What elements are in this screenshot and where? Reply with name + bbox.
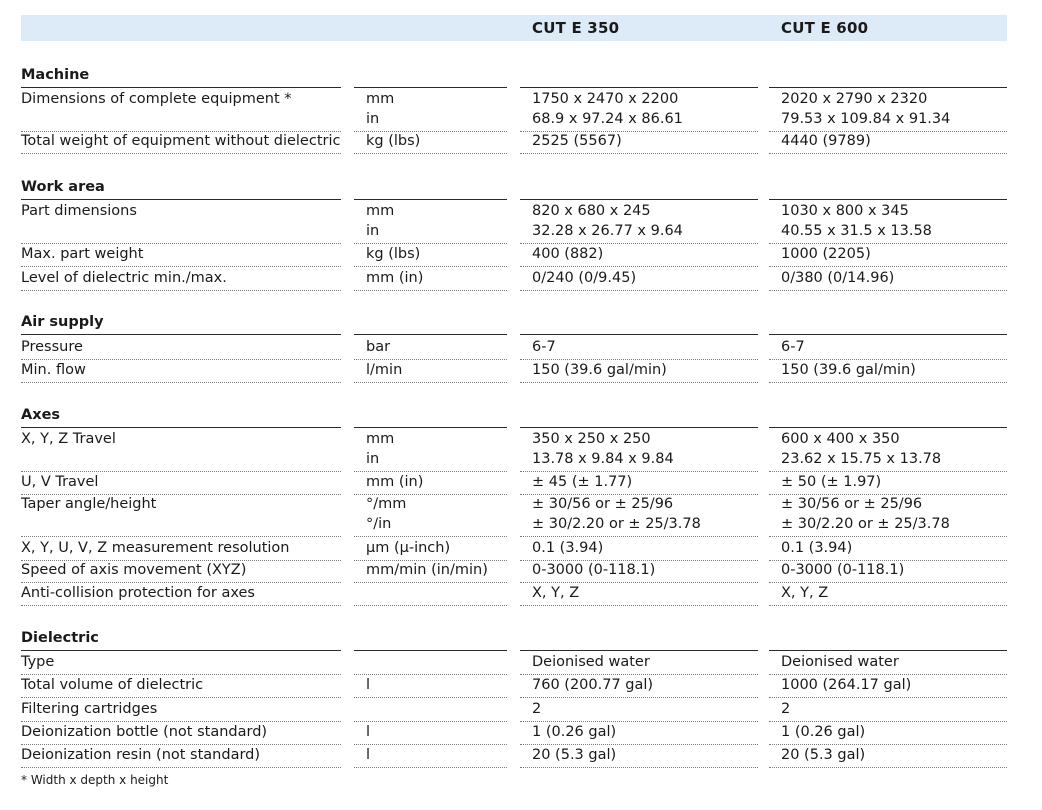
section-rule [21, 650, 341, 651]
value-cut-e-600: 2020 x 2790 x 2320 [781, 91, 928, 107]
spec-label: Speed of axis movement (XYZ) [21, 562, 247, 578]
row-divider [354, 471, 507, 472]
value-cut-e-350: 68.9 x 97.24 x 86.61 [532, 110, 683, 127]
spec-unit: mm [366, 431, 395, 447]
value-cut-e-600: 150 (39.6 gal/min) [781, 362, 916, 378]
row-divider [21, 290, 341, 291]
spec-unit: mm (in) [366, 270, 424, 286]
section-heading: Dielectric [21, 630, 99, 646]
row-divider [21, 359, 341, 360]
section-rule [354, 334, 507, 335]
row-divider [21, 721, 341, 722]
value-cut-e-600: 1 (0.26 gal) [781, 724, 866, 740]
row-divider [354, 266, 507, 267]
footnote: * Width x depth x height [21, 773, 169, 787]
section-rule [520, 334, 758, 335]
row-divider [21, 697, 341, 698]
spec-unit: mm [366, 91, 395, 107]
value-cut-e-350: 2525 (5567) [532, 133, 622, 149]
row-divider [21, 674, 341, 675]
value-cut-e-600: ± 50 (± 1.97) [781, 474, 882, 490]
value-cut-e-350: 0-3000 (0-118.1) [532, 562, 656, 578]
value-cut-e-350: 760 (200.77 gal) [532, 677, 654, 693]
row-divider [520, 382, 758, 383]
row-divider [520, 266, 758, 267]
row-divider [769, 721, 1007, 722]
spec-unit: °/mm [366, 496, 407, 512]
spec-label: Part dimensions [21, 203, 137, 219]
spec-unit: kg (lbs) [366, 133, 421, 149]
spec-label: Dimensions of complete equipment * [21, 91, 292, 107]
row-divider [520, 153, 758, 154]
value-cut-e-350: 150 (39.6 gal/min) [532, 362, 667, 378]
row-divider [769, 359, 1007, 360]
value-cut-e-600: 4440 (9789) [781, 133, 871, 149]
value-cut-e-600: 1000 (2205) [781, 246, 871, 262]
row-divider [21, 243, 341, 244]
spec-unit: kg (lbs) [366, 246, 421, 262]
row-divider [354, 290, 507, 291]
value-cut-e-350: 820 x 680 x 245 [532, 203, 651, 219]
value-cut-e-350: 2 [532, 701, 542, 717]
spec-label: Max. part weight [21, 246, 144, 262]
section-rule [520, 427, 758, 428]
row-divider [354, 605, 507, 606]
row-divider [354, 536, 507, 537]
value-cut-e-350: 13.78 x 9.84 x 9.84 [532, 450, 674, 467]
section-rule [354, 650, 507, 651]
model-header-cut-e-600: CUT E 600 [781, 19, 869, 37]
spec-label: Deionization resin (not standard) [21, 747, 261, 763]
value-cut-e-350: 350 x 250 x 250 [532, 431, 651, 447]
section-heading: Air supply [21, 314, 104, 330]
row-divider [769, 582, 1007, 583]
value-cut-e-600: 20 (5.3 gal) [781, 747, 866, 763]
value-cut-e-600: Deionised water [781, 654, 899, 670]
row-divider [21, 382, 341, 383]
row-divider [520, 605, 758, 606]
value-cut-e-600: X, Y, Z [781, 585, 829, 601]
section-rule [769, 199, 1007, 200]
row-divider [21, 767, 341, 768]
row-divider [769, 290, 1007, 291]
row-divider [354, 382, 507, 383]
spec-label: Filtering cartridges [21, 701, 158, 717]
spec-unit: in [366, 450, 380, 467]
spec-unit: µm (µ-inch) [366, 540, 451, 556]
row-divider [769, 767, 1007, 768]
spec-unit: in [366, 222, 380, 239]
value-cut-e-350: 400 (882) [532, 246, 604, 262]
value-cut-e-350: ± 30/56 or ± 25/96 [532, 496, 674, 512]
row-divider [769, 674, 1007, 675]
row-divider [520, 243, 758, 244]
spec-label: Total volume of dielectric [21, 677, 204, 693]
row-divider [21, 744, 341, 745]
row-divider [769, 536, 1007, 537]
row-divider [520, 697, 758, 698]
value-cut-e-600: 0/380 (0/14.96) [781, 270, 895, 286]
value-cut-e-600: 600 x 400 x 350 [781, 431, 900, 447]
section-rule [769, 427, 1007, 428]
value-cut-e-350: Deionised water [532, 654, 650, 670]
spec-label: Anti-collision protection for axes [21, 585, 255, 601]
row-divider [769, 471, 1007, 472]
value-cut-e-600: 23.62 x 15.75 x 13.78 [781, 450, 942, 467]
row-divider [21, 153, 341, 154]
row-divider [520, 582, 758, 583]
row-divider [21, 582, 341, 583]
spec-unit: mm [366, 203, 395, 219]
value-cut-e-350: 1 (0.26 gal) [532, 724, 617, 740]
row-divider [21, 536, 341, 537]
row-divider [520, 767, 758, 768]
spec-label: U, V Travel [21, 474, 99, 490]
section-rule [354, 87, 507, 88]
spec-label: X, Y, U, V, Z measurement resolution [21, 540, 290, 556]
row-divider [769, 605, 1007, 606]
section-rule [769, 650, 1007, 651]
section-rule [21, 199, 341, 200]
model-header-cut-e-350: CUT E 350 [532, 19, 620, 37]
spec-label: Level of dielectric min./max. [21, 270, 227, 286]
row-divider [354, 582, 507, 583]
value-cut-e-600: 2 [781, 701, 791, 717]
section-rule [520, 199, 758, 200]
spec-unit: °/in [366, 515, 392, 532]
row-divider [769, 697, 1007, 698]
section-rule [354, 427, 507, 428]
section-rule [21, 427, 341, 428]
value-cut-e-600: 40.55 x 31.5 x 13.58 [781, 222, 932, 239]
section-rule [520, 87, 758, 88]
row-divider [21, 266, 341, 267]
row-divider [520, 744, 758, 745]
spec-unit: mm/min (in/min) [366, 562, 488, 578]
section-heading: Machine [21, 67, 90, 83]
row-divider [769, 153, 1007, 154]
value-cut-e-350: 6-7 [532, 339, 556, 355]
value-cut-e-600: 6-7 [781, 339, 805, 355]
row-divider [520, 359, 758, 360]
spec-label: Deionization bottle (not standard) [21, 724, 268, 740]
row-divider [520, 290, 758, 291]
spec-unit: bar [366, 339, 391, 355]
section-rule [21, 87, 341, 88]
row-divider [21, 605, 341, 606]
row-divider [769, 382, 1007, 383]
value-cut-e-350: 1750 x 2470 x 2200 [532, 91, 679, 107]
section-heading: Axes [21, 407, 61, 423]
value-cut-e-350: 0.1 (3.94) [532, 540, 604, 556]
section-rule [769, 87, 1007, 88]
row-divider [520, 721, 758, 722]
value-cut-e-350: 20 (5.3 gal) [532, 747, 617, 763]
row-divider [354, 744, 507, 745]
value-cut-e-350: X, Y, Z [532, 585, 580, 601]
section-rule [520, 650, 758, 651]
row-divider [769, 266, 1007, 267]
value-cut-e-600: 1000 (264.17 gal) [781, 677, 912, 693]
row-divider [520, 471, 758, 472]
value-cut-e-600: 79.53 x 109.84 x 91.34 [781, 110, 951, 127]
value-cut-e-350: 0/240 (0/9.45) [532, 270, 637, 286]
value-cut-e-350: 32.28 x 26.77 x 9.64 [532, 222, 683, 239]
row-divider [21, 471, 341, 472]
row-divider [354, 697, 507, 698]
spec-label: Total weight of equipment without dielectric [21, 133, 341, 149]
spec-label: Min. flow [21, 362, 86, 378]
row-divider [354, 359, 507, 360]
spec-unit: in [366, 110, 380, 127]
spec-unit: l/min [366, 362, 403, 378]
section-rule [354, 199, 507, 200]
value-cut-e-600: 1030 x 800 x 345 [781, 203, 909, 219]
row-divider [520, 536, 758, 537]
value-cut-e-350: ± 45 (± 1.77) [532, 474, 633, 490]
spec-unit: l [366, 677, 371, 693]
row-divider [354, 767, 507, 768]
spec-label: Taper angle/height [21, 496, 157, 512]
spec-unit: l [366, 747, 371, 763]
spec-unit: mm (in) [366, 474, 424, 490]
value-cut-e-600: ± 30/56 or ± 25/96 [781, 496, 923, 512]
row-divider [769, 243, 1007, 244]
section-rule [21, 334, 341, 335]
spec-label: Type [21, 654, 55, 670]
value-cut-e-600: 0-3000 (0-118.1) [781, 562, 905, 578]
value-cut-e-600: ± 30/2.20 or ± 25/3.78 [781, 515, 950, 532]
row-divider [354, 153, 507, 154]
row-divider [354, 243, 507, 244]
value-cut-e-350: ± 30/2.20 or ± 25/3.78 [532, 515, 701, 532]
row-divider [520, 674, 758, 675]
row-divider [769, 744, 1007, 745]
row-divider [354, 721, 507, 722]
section-heading: Work area [21, 179, 105, 195]
spec-label: Pressure [21, 339, 83, 355]
value-cut-e-600: 0.1 (3.94) [781, 540, 853, 556]
spec-unit: l [366, 724, 371, 740]
row-divider [354, 674, 507, 675]
section-rule [769, 334, 1007, 335]
spec-label: X, Y, Z Travel [21, 431, 116, 447]
